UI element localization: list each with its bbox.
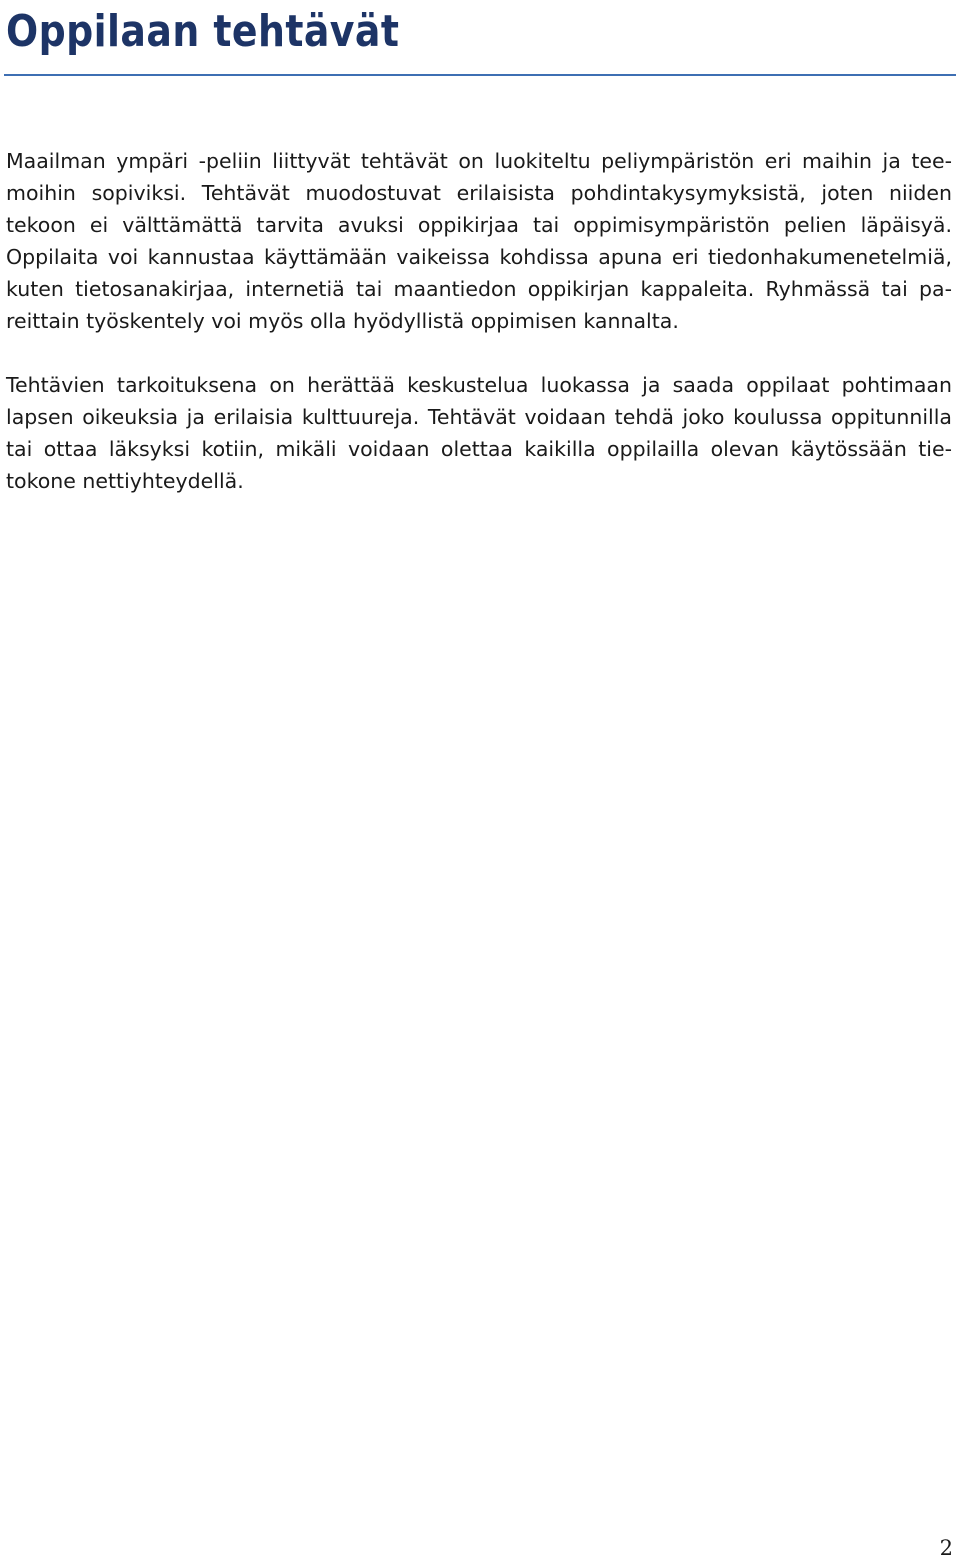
title-underline [4,74,956,76]
paragraph-purpose: Tehtävien tarkoituksena on herättää keskustelua luokassa ja saada oppilaat pohtimaan lapsen oikeuksia ja erilaisia kulttuureja. Tehtävät voidaan tehdä joko koulussa oppitunnilla tai ottaa läksyksi kotiin, mikäli voidaan olettaa kaikilla oppilailla olevan käytössään tietokone nettiyhteydellä. [6,373,952,493]
paragraph-intro: Maailman ympäri -peliin liittyvät tehtävät on luokiteltu peliympäristön eri maihin ja teemoihin sopiviksi. Tehtävät muodostuvat erilaisista pohdintakysymyksistä, joten niiden tekoon ei välttämättä tarvita avuksi oppikirjaa tai oppimisympäristön pelien läpäisyä. Oppilaita voi kannustaa käyttämään vaikeissa kohdissa apuna eri tiedonhakumenetelmiä, kuten tietosanakirjaa, internetiä tai maantiedon oppikirjan kappaleita. Ryhmässä tai pareittain työskentely voi myös olla hyödyllistä oppimisen kannalta. [6,149,952,333]
page-title: Oppilaan tehtävät [6,6,400,57]
page-number: 2 [939,1536,953,1560]
